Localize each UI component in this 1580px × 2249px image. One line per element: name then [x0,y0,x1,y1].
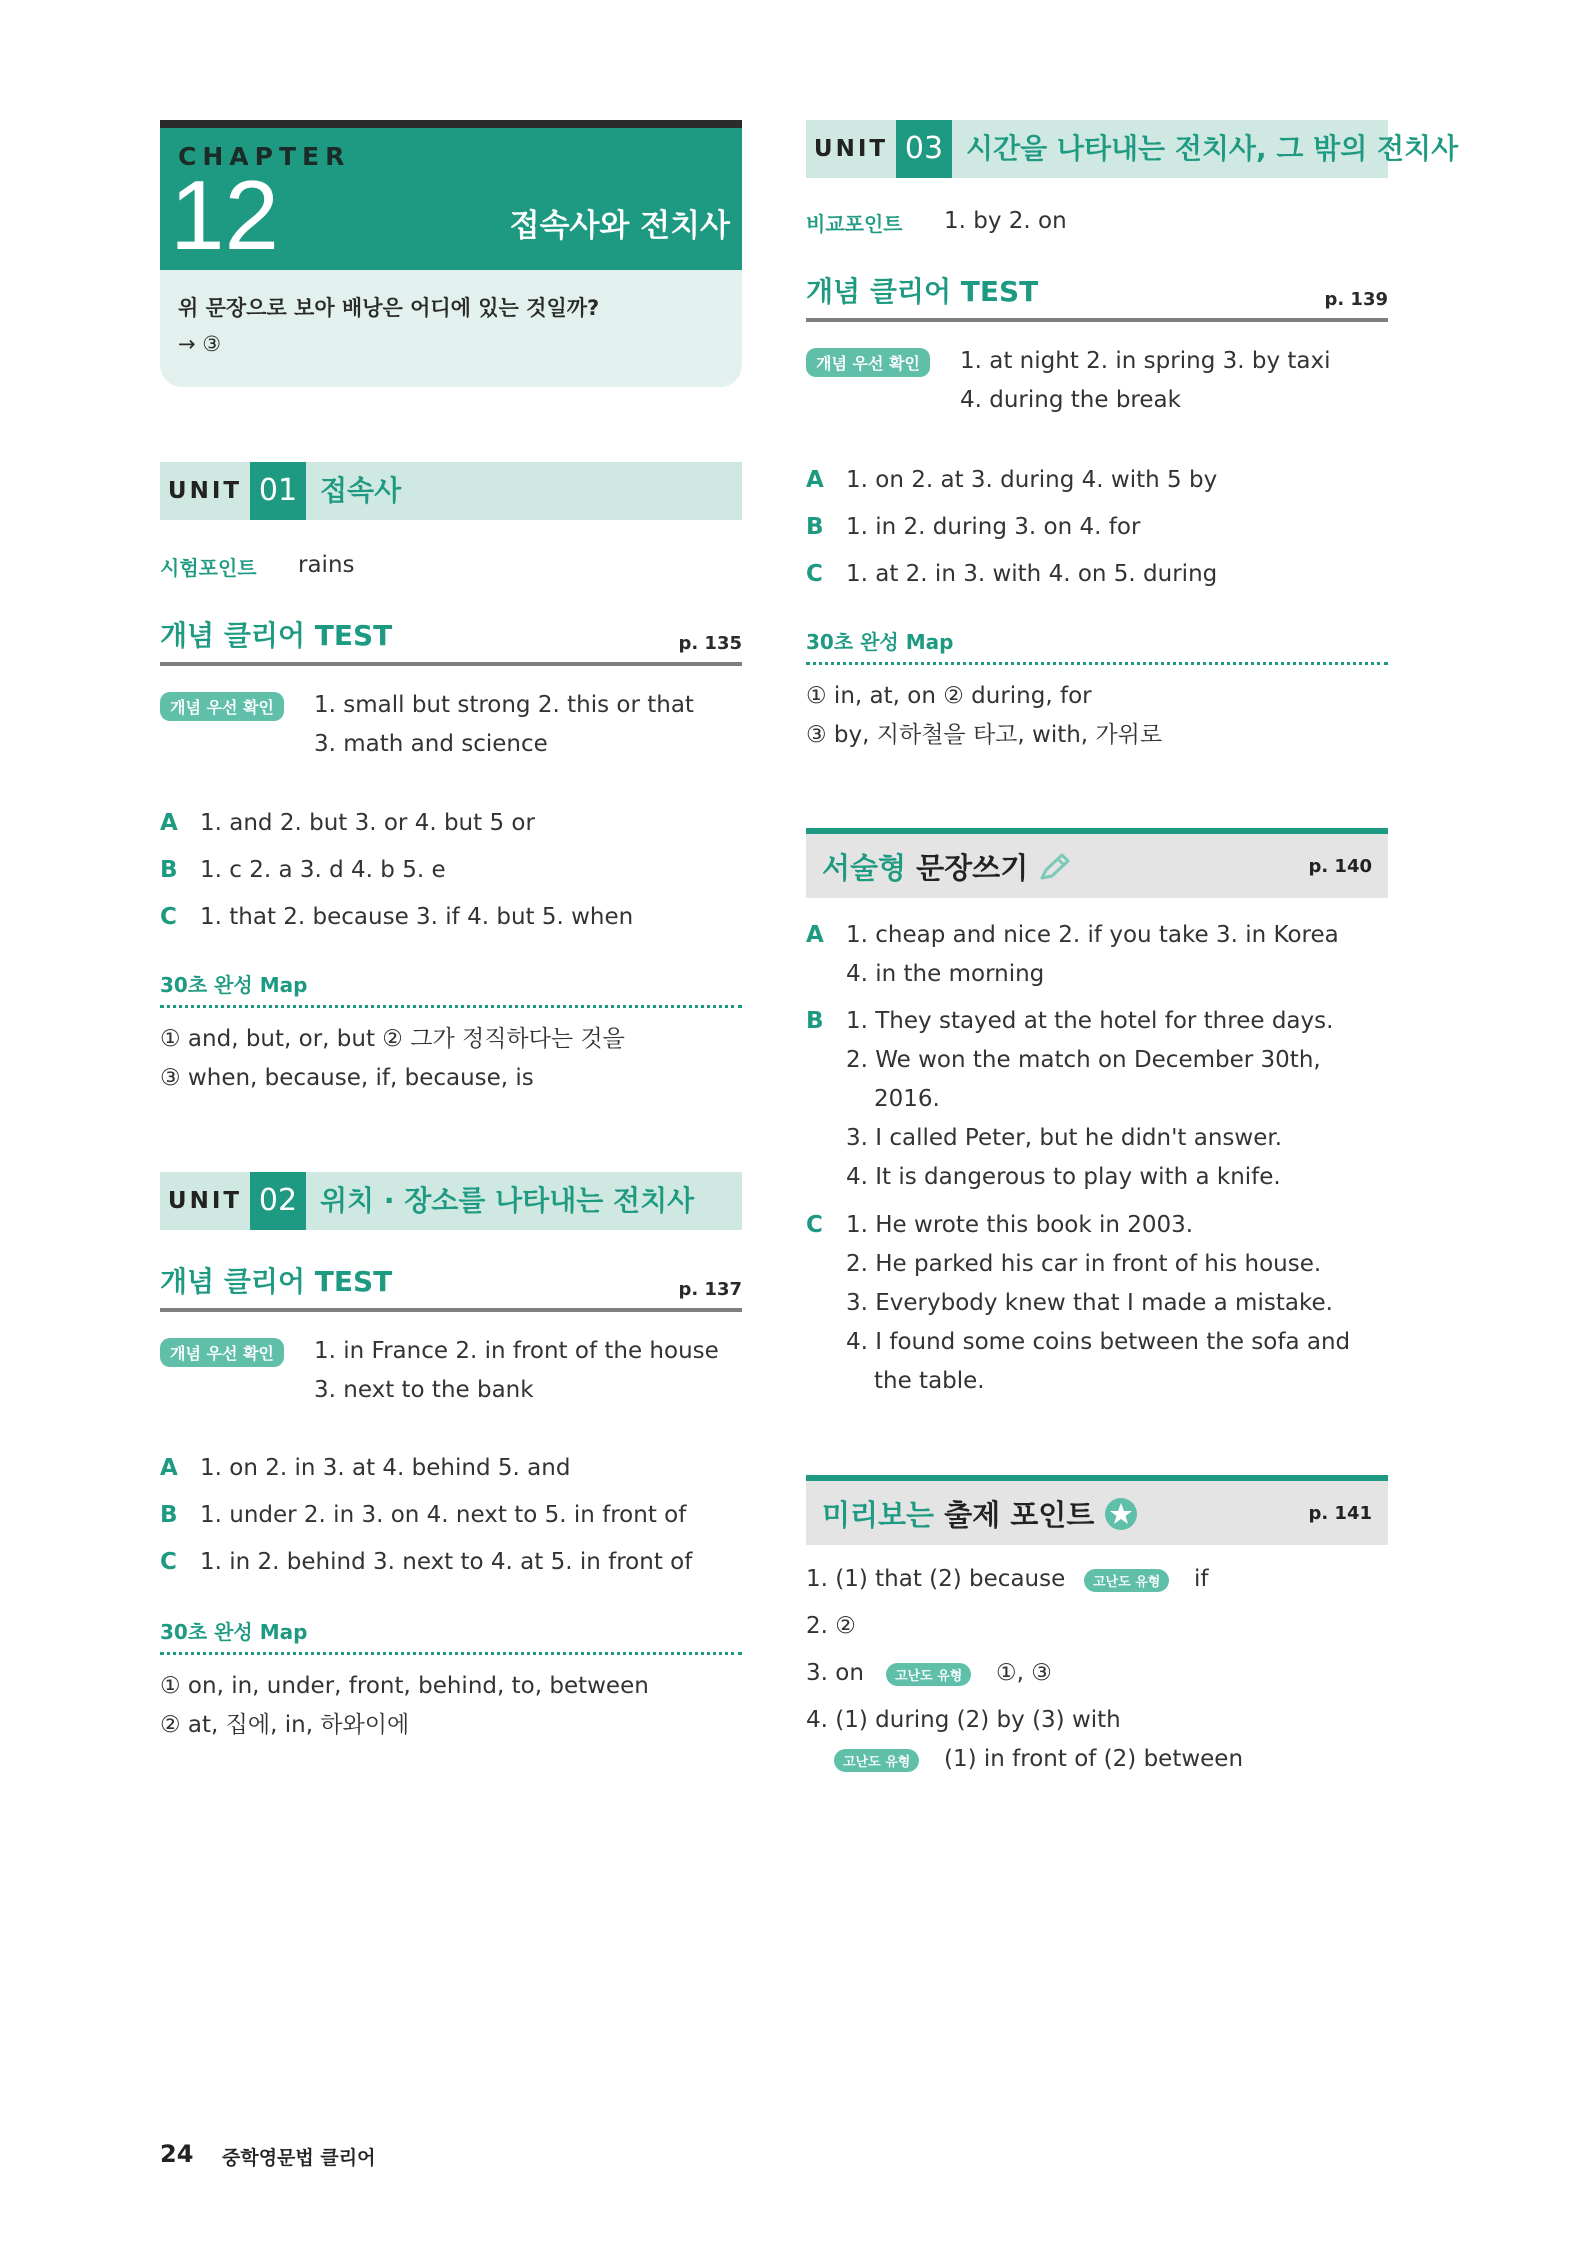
unit01-answer-c: 1. that 2. because 3. if 4. but 5. when [200,904,634,930]
writing-title: 서술형 문장쓰기 [822,846,1072,887]
preview-q3-extra: ①, ③ [996,1660,1052,1686]
concept-test-heading [160,1258,742,1312]
priority-badge: 개념 우선 확인 [160,1338,284,1367]
chapter-number: 12 [170,160,280,270]
map-heading [160,1612,742,1655]
writing-c-line-2: 2. He parked his car in front of his house. [846,1251,1322,1277]
unit-title: 시간을 나타내는 전치사, 그 밖의 전치사 [966,132,1459,165]
map-line-1: ① and, but, or, but ② 그가 정직하다는 것을 [160,1026,625,1052]
answer-letter-b: B [806,514,824,540]
map-heading [160,965,742,1008]
priority-line-1: 1. in France 2. in front of the house [314,1338,719,1364]
concept-test-heading [806,268,1388,322]
unit03-answer-b: 1. in 2. during 3. on 4. for [846,514,1141,540]
preview-q4-extra: (1) in front of (2) between [944,1746,1244,1772]
pencil-icon [1038,852,1072,882]
priority-line-2: 3. next to the bank [314,1377,534,1403]
preview-q1: 1. (1) that (2) because [806,1566,1066,1592]
hard-type-badge: 고난도 유형 [834,1749,919,1772]
page-ref: p. 135 [678,633,742,654]
exam-point-value: rains [298,552,355,578]
book-title: 중학영문법 클리어 [222,2147,376,2169]
map-line-2: ③ by, 지하철을 타고, with, 가위로 [806,722,1163,748]
priority-line-1: 1. at night 2. in spring 3. by taxi [960,348,1331,374]
priority-line-2: 3. math and science [314,731,548,757]
unit-number: 02 [250,1172,306,1230]
unit-02-bar [160,1172,742,1230]
answer-letter-b: B [160,857,178,883]
chapter-title: 접속사와 전치사 [509,208,730,244]
writing-c-line-1: 1. He wrote this book in 2003. [846,1212,1194,1238]
map-title: 30초 완성 Map [160,1620,308,1644]
writing-a-line-2: 4. in the morning [846,961,1045,987]
hard-type-badge: 고난도 유형 [1084,1569,1169,1592]
priority-line-2: 4. during the break [960,387,1181,413]
answer-letter-c: C [806,561,823,587]
unit01-answer-b: 1. c 2. a 3. d 4. b 5. e [200,857,446,883]
concept-test-heading [160,612,742,666]
priority-line-1: 1. small but strong 2. this or that [314,692,694,718]
unit01-answer-a: 1. and 2. but 3. or 4. but 5 or [200,810,535,836]
page-ref: p. 140 [1308,856,1372,877]
chapter-question-box [160,270,742,387]
answer-letter-a: A [160,1455,178,1481]
concept-test-title: 개념 클리어 TEST [160,619,393,652]
concept-test-title: 개념 클리어 TEST [160,1265,393,1298]
chapter-label: CHAPTER [178,142,351,171]
concept-test-title: 개념 클리어 TEST [806,275,1039,308]
answer-letter-a: A [806,467,824,493]
map-line-1: ① on, in, under, front, behind, to, between [160,1673,649,1699]
writing-c-line-3: 3. Everybody knew that I made a mistake. [846,1290,1333,1316]
chapter-answer: → ③ [178,332,222,356]
writing-c-line-5: the table. [874,1368,985,1394]
preview-q3: 3. on [806,1660,864,1686]
map-title: 30초 완성 Map [160,973,308,997]
preview-q1-extra: if [1194,1566,1209,1592]
page-number: 24 [160,2140,194,2168]
writing-b-line-5: 4. It is dangerous to play with a knife. [846,1164,1281,1190]
unit02-answer-b: 1. under 2. in 3. on 4. next to 5. in front of [200,1502,687,1528]
page-ref: p. 137 [678,1279,742,1300]
writing-b-line-3: 2016. [874,1086,940,1112]
answer-letter-c: C [160,904,177,930]
chapter-question: 위 문장으로 보아 배낭은 어디에 있는 것일까? [178,296,600,320]
map-heading [806,622,1388,665]
answer-letter-c: C [160,1549,177,1575]
writing-b-line-4: 3. I called Peter, but he didn't answer. [846,1125,1283,1151]
writing-b-line-1: 1. They stayed at the hotel for three days. [846,1008,1334,1034]
unit-01-bar [160,462,742,520]
preview-section-bar [806,1475,1388,1545]
unit-label: UNIT [167,478,243,504]
answer-letter-b: B [160,1502,178,1528]
compare-point-value: 1. by 2. on [944,208,1067,234]
priority-badge: 개념 우선 확인 [160,692,284,721]
map-line-2: ② at, 집에, in, 하와이에 [160,1712,410,1738]
unit-title: 위치 · 장소를 나타내는 전치사 [320,1184,695,1217]
unit-03-bar [806,120,1459,178]
unit02-answer-a: 1. on 2. in 3. at 4. behind 5. and [200,1455,571,1481]
unit03-answer-a: 1. on 2. at 3. during 4. with 5 by [846,467,1218,493]
unit-number: 01 [250,462,306,520]
unit02-answer-c: 1. in 2. behind 3. next to 4. at 5. in front of [200,1549,693,1575]
chapter-header [160,120,742,387]
map-line-2: ③ when, because, if, because, is [160,1065,534,1091]
answer-letter-b: B [806,1008,824,1034]
priority-badge: 개념 우선 확인 [806,348,930,377]
unit-label: UNIT [167,1188,243,1214]
hard-type-badge: 고난도 유형 [886,1663,971,1686]
compare-point-label: 비교포인트 [806,212,903,236]
writing-a-line-1: 1. cheap and nice 2. if you take 3. in Korea [846,922,1339,948]
writing-b-line-2: 2. We won the match on December 30th, [846,1047,1321,1073]
unit-number: 03 [896,120,952,178]
exam-point-label: 시험포인트 [160,556,257,580]
answer-letter-a: A [806,922,824,948]
answer-letter-a: A [160,810,178,836]
star-icon [1104,1497,1138,1531]
writing-section-bar [806,828,1388,898]
unit-title: 접속사 [320,474,402,507]
map-line-1: ① in, at, on ② during, for [806,683,1092,709]
unit03-answer-c: 1. at 2. in 3. with 4. on 5. during [846,561,1218,587]
preview-title: 미리보는 출제 포인트 [822,1493,1138,1534]
preview-q2: 2. ② [806,1613,856,1639]
writing-c-line-4: 4. I found some coins between the sofa and [846,1329,1351,1355]
answer-letter-c: C [806,1212,823,1238]
preview-q4: 4. (1) during (2) by (3) with [806,1707,1121,1733]
unit-label: UNIT [813,136,889,162]
map-title: 30초 완성 Map [806,630,954,654]
page-ref: p. 141 [1308,1503,1372,1524]
page-ref: p. 139 [1324,289,1388,310]
